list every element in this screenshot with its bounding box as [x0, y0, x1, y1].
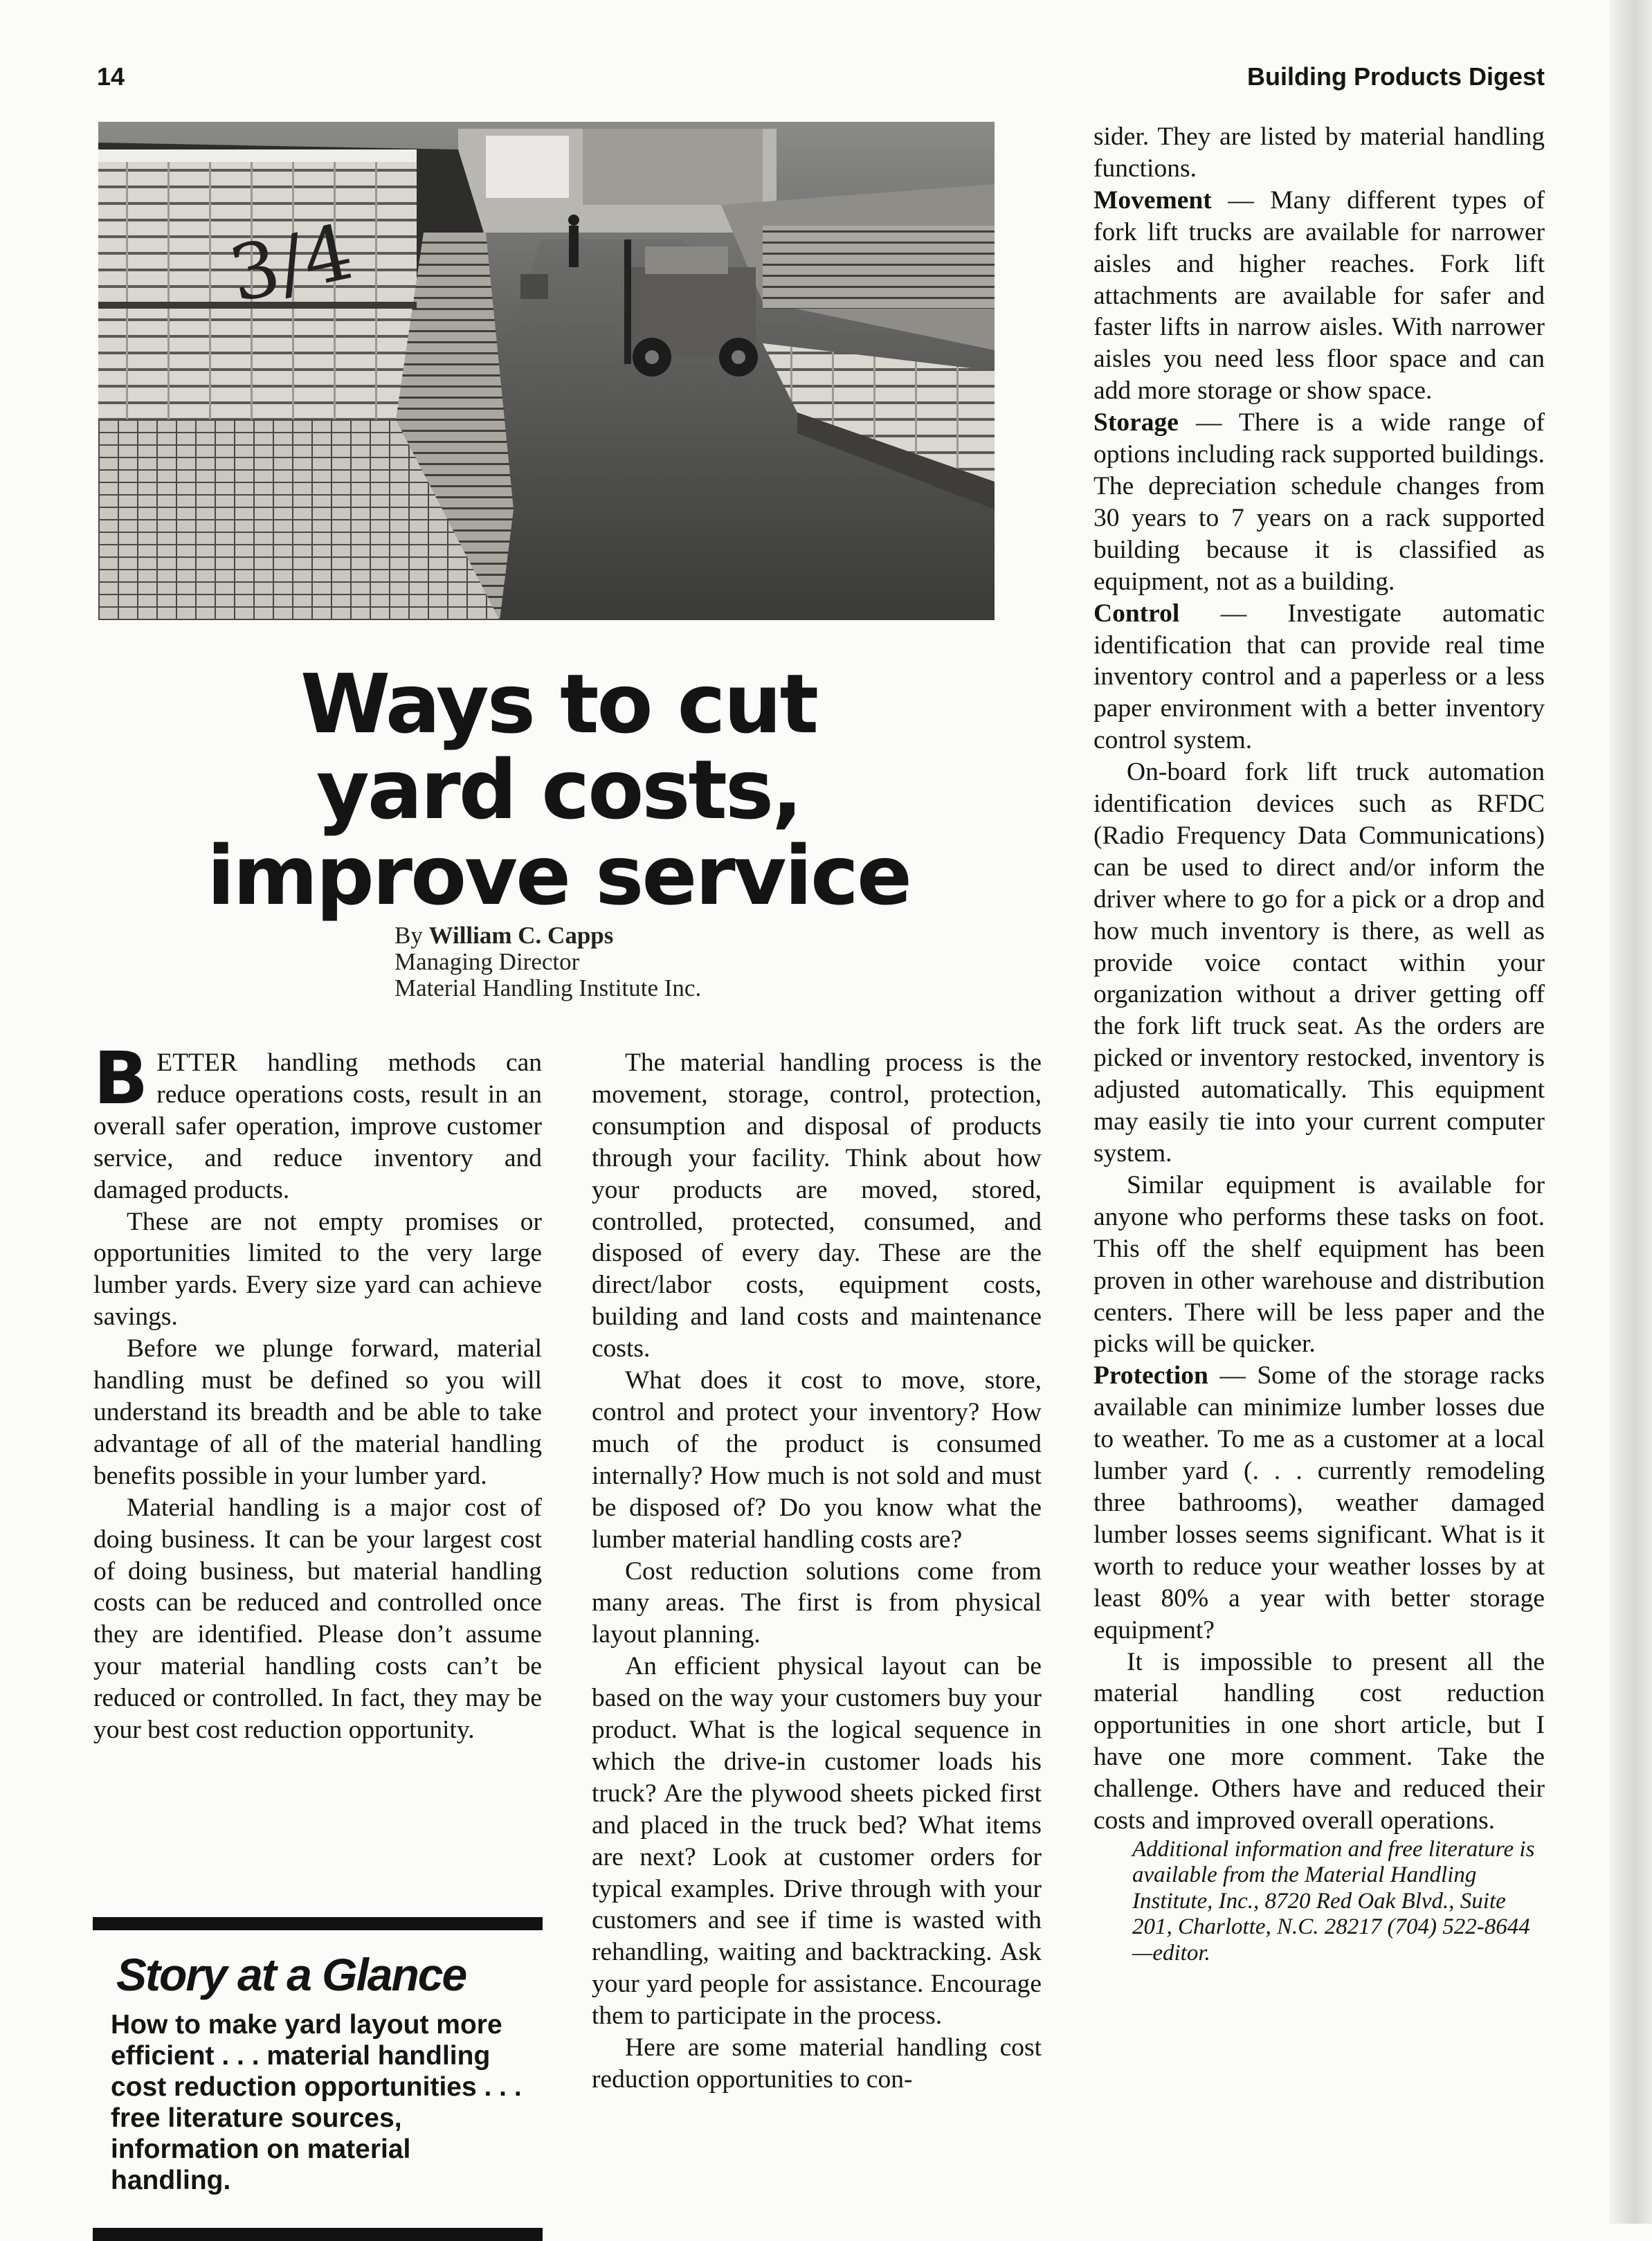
paragraph: These are not empty promises or opportunities limited to the very large lumber yards. Every size yard can achieve savings. [93, 1207, 542, 1332]
story-at-a-glance-box [93, 1917, 543, 2241]
section-term: Protection [1093, 1361, 1208, 1390]
paragraph: The material handling process is the movement, storage, control, protection, consumption and disposal of products through your facility. Think about how your products are moved, stored, controlled, protected, consumed, and disposed of every day. These are the direct/labor costs, equipment costs, building and land costs and maintenance costs. [592, 1049, 1042, 1363]
byline [394, 923, 701, 1001]
glance-title: Story at a Glance [116, 1949, 466, 2000]
paragraph: Before we plunge forward, material handling must be defined so you will understand its breadth and be able to take advantage of all of the material handling benefits possible in your lumber yard. [93, 1334, 542, 1490]
paragraph: An efficient physical layout can be based on the way your customers buy your product. What is the logical sequence in which the drive-in customer loads his truck? Are the plywood sheets picked first and placed in the truck bed? What items are next? Look at customer orders for typical examples. Drive through with your customers and see if time is wasted with rehandling, waiting and backtracking. Ask your yard people for assistance. Encourage them to participate in the process. [592, 1652, 1042, 2031]
page-number: 14 [97, 62, 125, 91]
author-name: William C. Capps [428, 922, 614, 949]
section-text: — Some of the storage racks available can minimize lumber losses due to weather. To me as a customer at a local lumber yard (. . . currently remodeling three bathrooms), weather damaged lumber losses seems significant. What is it worth to reduce your weather losses by at least 80% a year with better storage equipment? [1093, 1361, 1545, 1644]
title-line-1: Ways to cut [300, 656, 817, 752]
storage-section [1093, 407, 1545, 597]
section-text: — There is a wide range of options including rack supported buildings. The depreciation schedule changes from 30 years to 7 years on a rack supported building because it is classified as equipment, not as a building. [1093, 408, 1545, 596]
title-line-3: improve service [207, 828, 910, 923]
lead-paragraph [93, 1036, 542, 1206]
section-term: Storage [1093, 408, 1179, 437]
movement-section [1093, 185, 1545, 407]
drop-cap: B [93, 1036, 149, 1120]
editor-note: Additional information and free literature is available from the Material Handling Institute, Inc., 8720 Red Oak Blvd., Suite 201, Charlotte, N.C. 28217 (704) 522-8644 —editor. [1132, 1836, 1535, 1966]
lead-smallcaps: ETTER [156, 1049, 237, 1077]
page-edge-shadow [1609, 0, 1652, 2224]
paragraph: It is impossible to present all the material handling cost reduction opportunities in one short article, but I have one more comment. Take the challenge. Others have and reduced their costs and improved overall operations. [1093, 1647, 1545, 1835]
author-organization: Material Handling Institute Inc. [394, 974, 702, 1001]
lead-text: handling methods can reduce operations costs, result in an overall safer operation, improve customer service, and reduce inventory and damaged products. [93, 1049, 542, 1204]
section-text: — Many different types of fork lift trucks are available for narrower aisles and higher reaches. Fork lift attachments are available for safer and faster lifts in narrow aisles. With narrower aisles you need less floor space and can add more storage or show space. [1093, 185, 1545, 406]
divider [93, 1917, 543, 1930]
publication-name: Building Products Digest [1246, 62, 1545, 91]
glance-summary: How to make yard layout more efficient . . . material handling cost reduction opportunities . . . free literature sources, information on material handling. [111, 2010, 522, 2195]
article-column-2 [592, 1047, 1042, 2096]
paragraph: Here are some material handling cost reduction opportunities to con- [592, 2033, 1042, 2094]
paragraph: Similar equipment is available for anyone who performs these tasks on foot. This off the shelf equipment has been proven in other warehouse and distribution centers. There will be less paper and the picks will be quicker. [1093, 1170, 1545, 1359]
control-section [1093, 598, 1545, 757]
paragraph: Material handling is a major cost of doing business. It can be your largest cost of doing business, but material handling costs can be reduced and controlled once they are identified. Please don’t assume your material handling costs can’t be reduced or controlled. In fact, they may be your best cost reduction opportunity. [93, 1493, 542, 1745]
lumber-yard-photo [98, 122, 995, 620]
protection-section [1093, 1360, 1545, 1646]
divider [93, 2228, 543, 2241]
title-line-2: yard costs, [316, 742, 801, 837]
section-term: Movement [1093, 185, 1212, 215]
paragraph: Cost reduction solutions come from many areas. The first is from physical layout planning. [592, 1557, 1042, 1649]
author-role: Managing Director [394, 948, 580, 975]
section-term: Control [1093, 599, 1180, 628]
lumber-marking: 3/4 [221, 207, 361, 320]
article-column-1 [93, 1036, 542, 1746]
article-title [98, 656, 1019, 923]
byline-prefix: By [394, 922, 423, 949]
paragraph: What does it cost to move, store, control and protect your inventory? How much of the product is consumed internally? How much is not sold and must be disposed of? Do you know what the lumber material handling costs are? [592, 1366, 1042, 1554]
article-column-3 [1093, 121, 1545, 1966]
paragraph: On-board fork lift truck automation identification devices such as RFDC (Radio Frequency Data Communications) can be used to direct and/or inform the driver where to go for a pick or a drop and how much inventory is there, as well as provide voice contact within your organization without a driver getting off the fork lift truck seat. As the orders are picked or inventory restocked, inventory is adjusted automatically. This equipment may easily tie into your current computer system. [1093, 758, 1545, 1168]
section-text: — Investigate automatic identification that can provide real time inventory control and a paperless or a less paper environment with a better inventory control system. [1093, 599, 1545, 755]
paragraph: sider. They are listed by material handling functions. [1093, 123, 1545, 183]
